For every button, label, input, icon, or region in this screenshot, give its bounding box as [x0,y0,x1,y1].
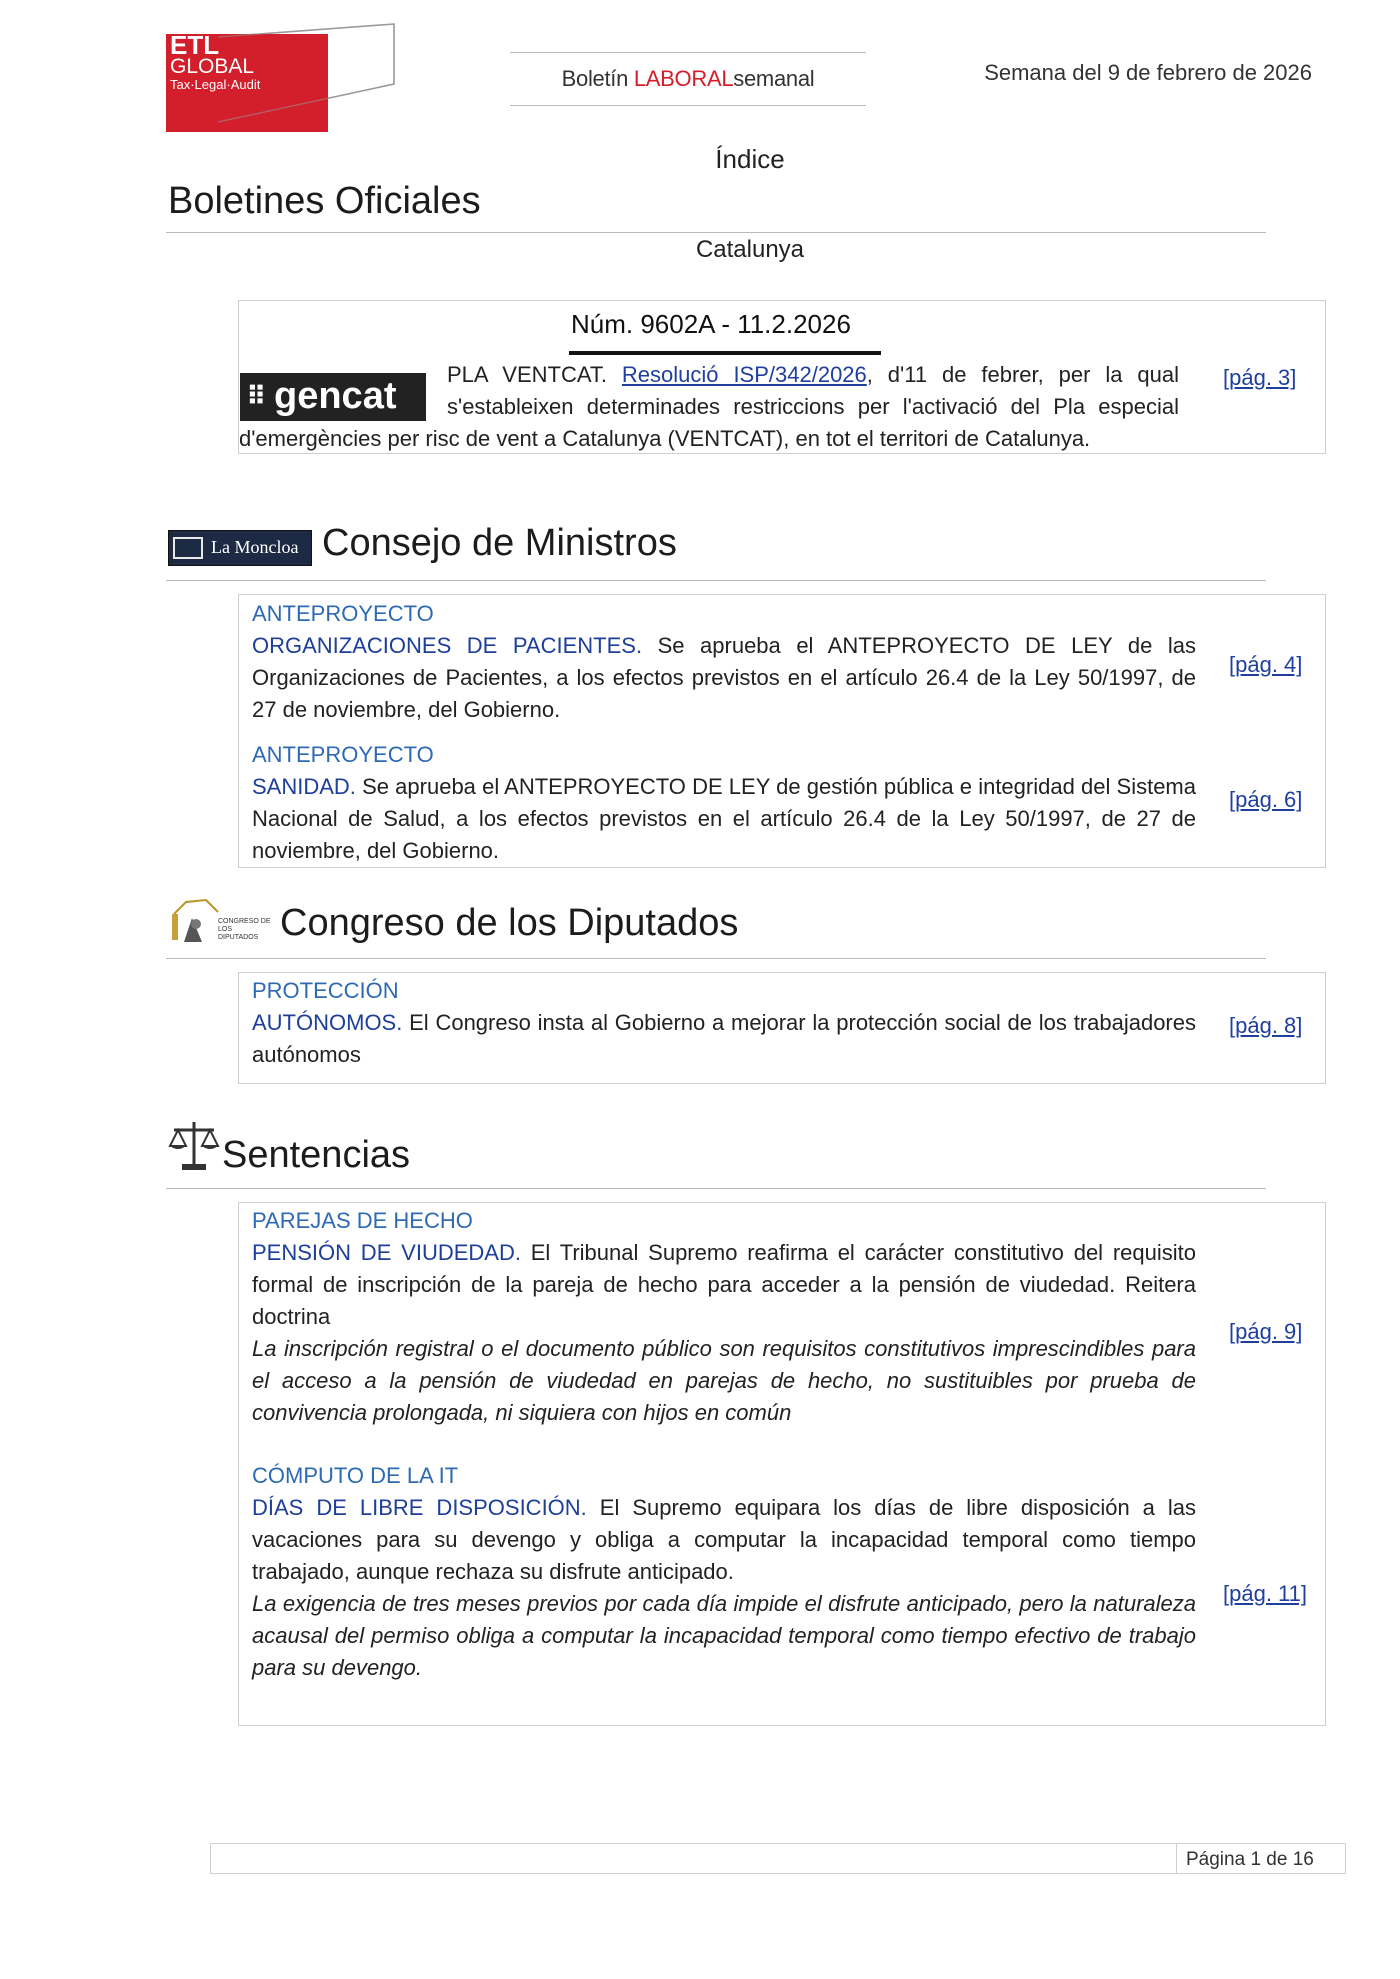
resolution-link[interactable]: Resolució ISP/342/2026 [621,362,867,387]
congreso-logo-text: CONGRESO DE LOS DIPUTADOS [218,918,271,941]
gazette-underline [569,351,881,355]
item-lead: ORGANIZACIONES DE PACIENTES. [252,633,643,658]
region-label: Catalunya [695,236,805,263]
logo-line3: Tax·Legal·Audit [170,77,261,92]
section-title-boletines: Boletines Oficiales [168,180,481,222]
list-item [252,1205,1196,1429]
item-category: PAREJAS DE HECHO [252,1208,473,1233]
etl-global-logo [166,22,396,134]
item-lead: DÍAS DE LIBRE DISPOSICIÓN. [252,1495,587,1520]
section-divider [166,1188,1266,1189]
item-lead: SANIDAD. [252,774,356,799]
section-title-consejo: Consejo de Ministros [322,522,677,564]
page-link[interactable]: [pág. 8] [1229,1013,1303,1038]
item-lead: AUTÓNOMOS. [252,1010,403,1035]
list-item [252,975,1196,1071]
section-divider [166,232,1266,233]
moncloa-building-icon [173,537,203,559]
week-label: Semana del 9 de febrero de 2026 [984,60,1312,85]
page-link[interactable]: [pág. 9] [1229,1319,1303,1344]
item-category: ANTEPROYECTO [252,742,434,767]
page-link[interactable]: [pág. 4] [1229,652,1303,677]
page-link[interactable]: [pág. 6] [1229,787,1303,812]
consejo-items-box [238,594,1326,868]
boletin-item-box [238,300,1326,454]
gencat-dots-icon: ⠿ [246,381,265,411]
bulletin-prefix: Boletín [561,66,634,91]
page-link[interactable]: [pág. 3] [1223,365,1297,390]
list-item [252,739,1196,867]
bulletin-title [510,52,866,106]
item-text: El Tribunal Supremo reafirma el carácter constitutivo del requisito formal de inscripción de la pareja de hecho para acceder a la pensión de viudedad. Reitera doctrina [252,1240,1197,1329]
moncloa-logo-text: La Moncloa [211,537,299,557]
item-text: Se aprueba el ANTEPROYECTO DE LEY de las Organizaciones de Pacientes, a los efectos previstos en el artículo 26.4 de la Ley 50/1997, de 27 de noviembre, del Gobierno. [252,633,1196,722]
gencat-logo-text: gencat [274,375,397,417]
item-description: , d'11 de febrer, per la qual s'estableixen determinades restriccions per l'activació del Pla especial d'emergències per risc de vent a Catalunya (VENTCAT), en tot el territori de Catalunya. [239,362,1179,451]
congreso-items-box [238,972,1326,1084]
item-text: Se aprueba el ANTEPROYECTO DE LEY de gestión pública e integridad del Sistema Nacional de Salud, a los efectos previstos en el artículo 26.4 de la Ley 50/1997, de 27 de noviembre, del Gobierno. [252,774,1196,863]
section-divider [166,580,1266,581]
item-category: ANTEPROYECTO [252,601,434,626]
list-item [252,1460,1196,1684]
list-item [252,598,1196,726]
index-title: Índice [715,144,785,174]
item-intro: PLA VENTCAT. [447,362,622,387]
item-text: El Supremo equipara los días de libre disposición a las vacaciones para su devengo y obliga a computar la incapacidad temporal como tiempo trabajado, aunque rechaza su disfrute anticipado. [252,1495,1197,1584]
item-category: PROTECCIÓN [252,978,399,1003]
footer-divider [1176,1843,1177,1874]
congreso-logo [166,896,274,948]
item-text: El Congreso insta al Gobierno a mejorar la protección social de los trabajadores autónomos [252,1010,1196,1067]
logo-line1: ETL [170,30,220,60]
logo-line2: GLOBAL [170,55,255,78]
bulletin-suffix: semanal [733,66,815,91]
page-number: Página 1 de 16 [1186,1849,1314,1870]
item-lead: PENSIÓN DE VIUDEDAD. [252,1240,521,1265]
gazette-number: Núm. 9602A - 11.2.2026 [571,309,851,339]
scales-icon [168,1118,220,1174]
section-divider [166,958,1266,959]
bulletin-highlight: LABORAL [633,66,734,91]
item-category: CÓMPUTO DE LA IT [252,1463,459,1488]
item-summary: La exigencia de tres meses previos por cada día impide el disfrute anticipado, pero la naturaleza acausal del permiso obliga a computar la incapacidad temporal como tiempo efectivo de trabajo para su devengo. [252,1591,1196,1680]
la-moncloa-logo [168,530,312,566]
page-link[interactable]: [pág. 11] [1223,1581,1307,1606]
boletin-item-text [239,359,1179,455]
item-summary: La inscripción registral o el documento público son requisitos constitutivos imprescindibles para el acceso a la pensión de viudedad en parejas de hecho, no sustituibles por prueba de convivencia prolongada, ni siquiera con hijos en común [252,1336,1196,1425]
sentencias-items-box [238,1202,1326,1726]
section-title-sentencias: Sentencias [222,1134,411,1176]
section-title-congreso: Congreso de los Diputados [280,902,739,944]
